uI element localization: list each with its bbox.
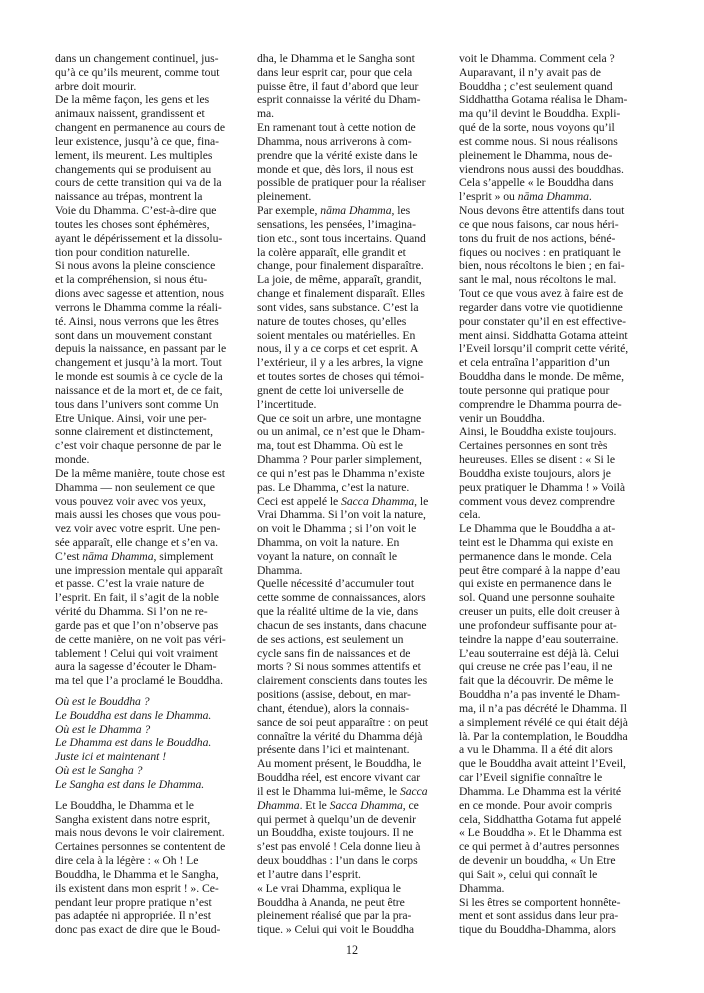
blank-line bbox=[55, 688, 247, 695]
text-line: C’est nāma Dhamma, simplement bbox=[55, 549, 214, 563]
text-line: cours de cette transition qui va de la bbox=[55, 176, 222, 190]
text-line: Dhamma — non seulement ce que bbox=[55, 480, 215, 494]
text-line: de cette manière, on ne voit pas véri- bbox=[55, 632, 226, 646]
text-line: Dhamma ? Pour parler simplement, bbox=[257, 453, 422, 467]
text-line: esprit connaisse la vérité du Dham- bbox=[257, 93, 421, 107]
text-line: Le Bouddha est dans le Dhamma. bbox=[55, 708, 212, 722]
text-line: Au moment présent, le Bouddha, le bbox=[257, 757, 422, 771]
text-line: Ceci est appelé le Sacca Dhamma, le bbox=[257, 494, 429, 508]
text-line: Bouddha existe toujours, alors je bbox=[459, 466, 611, 480]
text-line: ma qu’il devint le Bouddha. Expli- bbox=[459, 107, 621, 121]
text-line: sont vides, sans substance. C’est la bbox=[257, 300, 419, 314]
text-line: toute personne qui pratique pour bbox=[459, 383, 610, 397]
text-line: pendant leur propre pratique n’est bbox=[55, 895, 212, 909]
text-line: l’esprit. En fait, il s’agit de la noble bbox=[55, 591, 219, 605]
text-line: Où est le Dhamma ? bbox=[55, 722, 151, 736]
text-line: que le Bouddha avait atteint l’Eveil, bbox=[459, 757, 626, 771]
text-line: cycle sans fin de naissances et de bbox=[257, 646, 411, 660]
text-line: verrons le Dhamma comme la réali- bbox=[55, 300, 222, 314]
text-line: peut être comparé à la nappe d’eau bbox=[459, 563, 621, 577]
text-line: Certaines personnes se contentent de bbox=[55, 840, 226, 854]
text-line: et la compréhension, si nous étu- bbox=[55, 273, 208, 287]
text-line: arbre doit mourir. bbox=[55, 79, 137, 93]
text-line: nous, il y a ce corps et cet esprit. A bbox=[257, 342, 419, 356]
text-line: c’est voir chaque personne de par le bbox=[55, 439, 222, 453]
text-line: De la même façon, les gens et les bbox=[55, 93, 210, 107]
text-line: possible de pratiquer pour la réaliser bbox=[257, 176, 426, 190]
text-line: Certaines personnes en sont très bbox=[459, 439, 608, 453]
text-line: dha, le Dhamma et le Sangha sont bbox=[257, 52, 415, 65]
text-line: changent en permanence au cours de bbox=[55, 121, 225, 135]
text-line: l’Eveil lorsqu’il comprit cette vérité, bbox=[459, 342, 629, 356]
text-line: Bouddha à Ananda, ne peut être bbox=[257, 895, 405, 909]
text-line: qué de la sorte, nous voyons qu’il bbox=[459, 121, 615, 135]
text-line: dans leur esprit car, pour que cela bbox=[257, 65, 413, 79]
text-line: a vu le Dhamma. Il a été dit alors bbox=[459, 743, 613, 757]
text-line: positions (assise, debout, en mar- bbox=[257, 688, 411, 702]
text-line: Où est le Sangha ? bbox=[55, 764, 143, 778]
text-line: sol. Quand une personne souhaite bbox=[459, 591, 615, 605]
text-line: dions avec sagesse et attention, nous bbox=[55, 287, 224, 301]
text-line: l’incertitude. bbox=[257, 397, 317, 411]
text-line: et passe. C’est la vraie nature de bbox=[55, 577, 205, 591]
text-line: dire cela à la légère : « Oh ! Le bbox=[55, 854, 199, 868]
text-line: De la même manière, toute chose est bbox=[55, 466, 225, 480]
text-line: Quelle nécessité d’accumuler tout bbox=[257, 577, 415, 591]
text-line: dans un changement continuel, jus- bbox=[55, 52, 219, 65]
text-line: Dhamma, on voit la nature. En bbox=[257, 535, 400, 549]
text-line: qui Sait », celui qui connaît le bbox=[459, 867, 598, 881]
text-line: pas. Le Dhamma, c’est la nature. bbox=[257, 480, 410, 494]
text-line: L’eau souterraine est déjà là. Celui bbox=[459, 646, 620, 660]
text-line: vous pouvez voir avec vos yeux, bbox=[55, 494, 206, 508]
text-line: chacun de ses instants, dans chacune bbox=[257, 618, 427, 632]
text-line: cette somme de connaissances, alors bbox=[257, 591, 426, 605]
text-line: cela, Siddhattha Gotama fut appelé bbox=[459, 812, 622, 826]
text-line: Dhamma, nous arriverons à com- bbox=[257, 134, 412, 148]
text-line: sance de soi peut apparaître : on peut bbox=[257, 715, 429, 729]
text-line: changement et jusqu’à la mort. Tout bbox=[55, 356, 222, 370]
text-line: il est le Dhamma lui-même, le Sacca bbox=[257, 784, 428, 798]
text-line: sonne clairement et distinctement, bbox=[55, 425, 213, 439]
text-line: ment ainsi. Siddhatta Gotama atteint bbox=[459, 328, 628, 342]
text-line: morts ? Si nous sommes attentifs et bbox=[257, 660, 421, 674]
page-number: 12 bbox=[345, 943, 359, 957]
text-line: naissance au trépas, montrent la bbox=[55, 190, 203, 204]
text-line: Tout ce que vous avez à faire est de bbox=[459, 287, 624, 301]
text-line: nature de toutes choses, qu’elles bbox=[257, 314, 407, 328]
text-line: Ainsi, le Bouddha existe toujours. bbox=[459, 425, 617, 439]
text-line: teint est le Dhamma qui existe en bbox=[459, 535, 614, 549]
text-line: regarder dans votre vie quotidienne bbox=[459, 300, 623, 314]
text-line: ma, tout est Dhamma. Où est le bbox=[257, 439, 403, 453]
text-line: mais aussi les choses que vous pou- bbox=[55, 508, 221, 522]
text-line: et l’autre dans l’esprit. bbox=[257, 867, 361, 881]
text-line: pleinement. bbox=[257, 190, 312, 204]
text-line: deux bouddhas : l’un dans le corps bbox=[257, 854, 418, 868]
text-line: ayant le dépérissement et la dissolu- bbox=[55, 231, 223, 245]
text-line: on voit le Dhamma ; si l’on voit le bbox=[257, 522, 417, 536]
text-line: que la réalité ultime de la vie, dans bbox=[257, 605, 419, 619]
text-line: Dhamma. Et le Sacca Dhamma, ce bbox=[257, 798, 419, 812]
text-line: Juste ici et maintenant ! bbox=[55, 750, 167, 764]
text-line: monde. bbox=[55, 453, 90, 467]
text-line: fiques ou nocives : en pratiquant le bbox=[459, 245, 621, 259]
text-line: mais nous devons le voir clairement. bbox=[55, 826, 225, 840]
text-line: prendre que la vérité existe dans le bbox=[257, 148, 418, 162]
text-line: pour constater qu’il en est effective- bbox=[459, 314, 626, 328]
text-line: tons du fruit de nos actions, béné- bbox=[459, 231, 616, 245]
column-1 bbox=[55, 52, 247, 937]
text-line: Bouddha, le Dhamma et le Sangha, bbox=[55, 867, 219, 881]
text-line: tique du Bouddha-Dhamma, alors bbox=[459, 923, 616, 937]
text-line: La joie, de même, apparaît, grandit, bbox=[257, 273, 422, 287]
text-line: qui permet à quelqu’un de devenir bbox=[257, 812, 416, 826]
text-line: Vrai Dhamma. Si l’on voit la nature, bbox=[257, 508, 426, 522]
text-line: tion pour condition naturelle. bbox=[55, 245, 190, 259]
text-line: leur existence, jusqu’à ce que, fina- bbox=[55, 134, 219, 148]
text-line: car l’Eveil signifie connaître le bbox=[459, 771, 603, 785]
text-line: connaître la vérité du Dhamma déjà bbox=[257, 729, 423, 743]
text-line: s’est pas envolé ! Cela donne lieu à bbox=[257, 840, 421, 854]
text-line: sant le mal, nous récoltons le mal. bbox=[459, 273, 617, 287]
text-line: Dhamma. bbox=[257, 563, 303, 577]
text-line: Sangha existent dans notre esprit, bbox=[55, 812, 211, 826]
text-line: té. Ainsi, nous verrons que les êtres bbox=[55, 314, 219, 328]
text-line: viendrons nous aussi des bouddhas. bbox=[459, 162, 624, 176]
text-line: aura la sagesse d’écouter le Dham- bbox=[55, 660, 217, 674]
text-line: et cela entraîna l’apparition d’un bbox=[459, 356, 610, 370]
text-line: naissance et de la mort et, de ce fait, bbox=[55, 383, 223, 397]
text-line: ils existent dans mon esprit ! ». Ce- bbox=[55, 881, 219, 895]
text-line: Bouddha n’a pas inventé le Dham- bbox=[459, 688, 621, 702]
text-line: permanence dans le monde. Cela bbox=[459, 549, 612, 563]
text-line: Que ce soit un arbre, une montagne bbox=[257, 411, 422, 425]
text-line: de ses actions, est seulement un bbox=[257, 632, 404, 646]
text-line: voit le Dhamma. Comment cela ? bbox=[459, 52, 615, 65]
text-line: un Bouddha, existe toujours. Il ne bbox=[257, 826, 414, 840]
text-line: qui existe en permanence dans le bbox=[459, 577, 612, 591]
text-line: « Le vrai Dhamma, expliqua le bbox=[257, 881, 401, 895]
text-line: pleinement réalisé que par la pra- bbox=[257, 909, 412, 923]
text-line: est comme nous. Si nous réalisons bbox=[459, 134, 618, 148]
text-line: garde pas et que l’on n’observe pas bbox=[55, 618, 219, 632]
text-line: en ce monde. Pour avoir compris bbox=[459, 798, 612, 812]
text-line: sée apparaît, elle change et s’en va. bbox=[55, 535, 218, 549]
text-line: gnent de cette loi universelle de bbox=[257, 383, 404, 397]
text-line: Nous devons être attentifs dans tout bbox=[459, 204, 625, 218]
text-line: cela. bbox=[459, 508, 481, 522]
text-line: le monde est soumis à ce cycle de la bbox=[55, 370, 223, 384]
text-line: Auparavant, il n’y avait pas de bbox=[459, 65, 601, 79]
text-line: change, pour finalement disparaître. bbox=[257, 259, 424, 273]
text-line: chant, étendue), alors la connais- bbox=[257, 701, 410, 715]
text-line: Si nous avons la pleine conscience bbox=[55, 259, 216, 273]
text-line: qui creuse ne crée pas l’eau, il ne bbox=[459, 660, 613, 674]
text-line: En ramenant tout à cette notion de bbox=[257, 121, 416, 135]
column-3 bbox=[459, 52, 651, 937]
text-line: Etre Unique. Ainsi, voir une per- bbox=[55, 411, 207, 425]
text-line: fait que la découvrir. De même le bbox=[459, 674, 614, 688]
text-line: comment vous devez comprendre bbox=[459, 494, 615, 508]
text-line: creuser un puits, elle doit creuser à bbox=[459, 605, 620, 619]
text-line: pleinement le Dhamma, nous de- bbox=[459, 148, 613, 162]
text-line: voyant la nature, on connaît le bbox=[257, 549, 397, 563]
text-line: l’extérieur, il y a les arbres, la vigne bbox=[257, 356, 423, 370]
text-line: pas adaptée ni appropriée. Il n’est bbox=[55, 909, 211, 923]
text-line: de devenir un bouddha, « Un Etre bbox=[459, 854, 616, 868]
text-line: l’esprit » ou nāma Dhamma. bbox=[459, 190, 592, 204]
text-line: donc pas exact de dire que le Boud- bbox=[55, 923, 221, 937]
text-line: ma. bbox=[257, 107, 275, 121]
text-line: peux pratiquer le Dhamma ! » Voilà bbox=[459, 480, 625, 494]
text-line: teindre la nappe d’eau souterraine. bbox=[459, 632, 619, 646]
text-line: Bouddha ; c’est seulement quand bbox=[459, 79, 613, 93]
text-line: Voie du Dhamma. C’est-à-dire que bbox=[55, 204, 217, 218]
text-line: animaux naissent, grandissent et bbox=[55, 107, 205, 121]
text-line: Si les êtres se comportent honnête- bbox=[459, 895, 621, 909]
text-line: sensations, les pensées, l’imagina- bbox=[257, 217, 416, 231]
column-2 bbox=[257, 52, 449, 937]
text-line: vérité du Dhamma. Si l’on ne re- bbox=[55, 605, 208, 619]
text-line: Bouddha réel, est encore vivant car bbox=[257, 771, 421, 785]
text-line: venir un Bouddha. bbox=[459, 411, 545, 425]
text-line: Le Sangha est dans le Dhamma. bbox=[55, 777, 205, 791]
text-line: Cela s’appelle « le Bouddha dans bbox=[459, 176, 614, 190]
text-line: ment et sont assidus dans leur pra- bbox=[459, 909, 619, 923]
text-line: ce qui n’est pas le Dhamma n’existe bbox=[257, 466, 425, 480]
text-line: heureuses. Elles se disent : « Si le bbox=[459, 453, 615, 467]
text-line: et toutes sortes de choses qui témoi- bbox=[257, 370, 424, 384]
text-line: tablement ! Celui qui voit vraiment bbox=[55, 646, 218, 660]
text-line: ce qui permet à d’autres personnes bbox=[459, 840, 620, 854]
text-line: Le Bouddha, le Dhamma et le bbox=[55, 798, 194, 812]
text-line: présente dans l’ici et maintenant. bbox=[257, 743, 410, 757]
text-line: Le Dhamma est dans le Bouddha. bbox=[55, 736, 212, 750]
text-line: Le Dhamma que le Bouddha a at- bbox=[459, 522, 616, 536]
text-line: une profondeur suffisante pour at- bbox=[459, 618, 617, 632]
text-line: là. Par la contemplation, le Bouddha bbox=[459, 729, 628, 743]
text-line: lement, ils meurent. Les multiples bbox=[55, 148, 213, 162]
text-line: tous dans l’univers sont comme Un bbox=[55, 397, 219, 411]
blank-line bbox=[55, 792, 247, 799]
text-line: a simplement révélé ce qui était déjà bbox=[459, 715, 628, 729]
text-line: ce que nous faisons, car nous héri- bbox=[459, 217, 619, 231]
text-line: la colère apparaît, elle grandit et bbox=[257, 245, 406, 259]
text-line: ma, il n’a pas décrété le Dhamma. Il bbox=[459, 701, 627, 715]
text-line: Dhamma. bbox=[459, 881, 505, 895]
text-line: sont dans un mouvement constant bbox=[55, 328, 212, 342]
text-line: tique. » Celui qui voit le Bouddha bbox=[257, 923, 415, 937]
text-line: Dhamma. Le Dhamma est la vérité bbox=[459, 784, 622, 798]
text-line: changements qui se produisent au bbox=[55, 162, 212, 176]
text-line: comprendre le Dhamma pourra de- bbox=[459, 397, 622, 411]
text-line: tion etc., sont tous incertains. Quand bbox=[257, 231, 426, 245]
text-line: Où est le Bouddha ? bbox=[55, 695, 150, 708]
text-line: vez voir avec votre esprit. Une pen- bbox=[55, 522, 221, 536]
text-line: une impression mentale qui apparaît bbox=[55, 563, 223, 577]
text-line: monde et que, dès lors, il nous est bbox=[257, 162, 414, 176]
text-line: Bouddha dans le monde. De même, bbox=[459, 370, 624, 384]
text-line: toutes les choses sont éphémères, bbox=[55, 217, 210, 231]
text-line: soient mentales ou matérielles. En bbox=[257, 328, 416, 342]
text-line: qu’à ce qu’ils meurent, comme tout bbox=[55, 65, 220, 79]
text-line: clairement conscients dans toutes les bbox=[257, 674, 428, 688]
text-line: Par exemple, nāma Dhamma, les bbox=[257, 204, 411, 218]
text-line: ma tel que l’a proclamé le Bouddha. bbox=[55, 674, 223, 688]
text-line: « Le Bouddha ». Et le Dhamma est bbox=[459, 826, 622, 840]
text-line: ou un animal, ce n’est que le Dham- bbox=[257, 425, 425, 439]
text-columns bbox=[55, 52, 651, 937]
text-line: change et finalement disparaît. Elles bbox=[257, 287, 425, 301]
text-line: puisse être, il faut d’abord que leur bbox=[257, 79, 419, 93]
text-line: depuis la naissance, en passant par le bbox=[55, 342, 227, 356]
text-line: Siddhattha Gotama réalisa le Dham- bbox=[459, 93, 628, 107]
text-line: bien, nous récoltons le bien ; en fai- bbox=[459, 259, 625, 273]
